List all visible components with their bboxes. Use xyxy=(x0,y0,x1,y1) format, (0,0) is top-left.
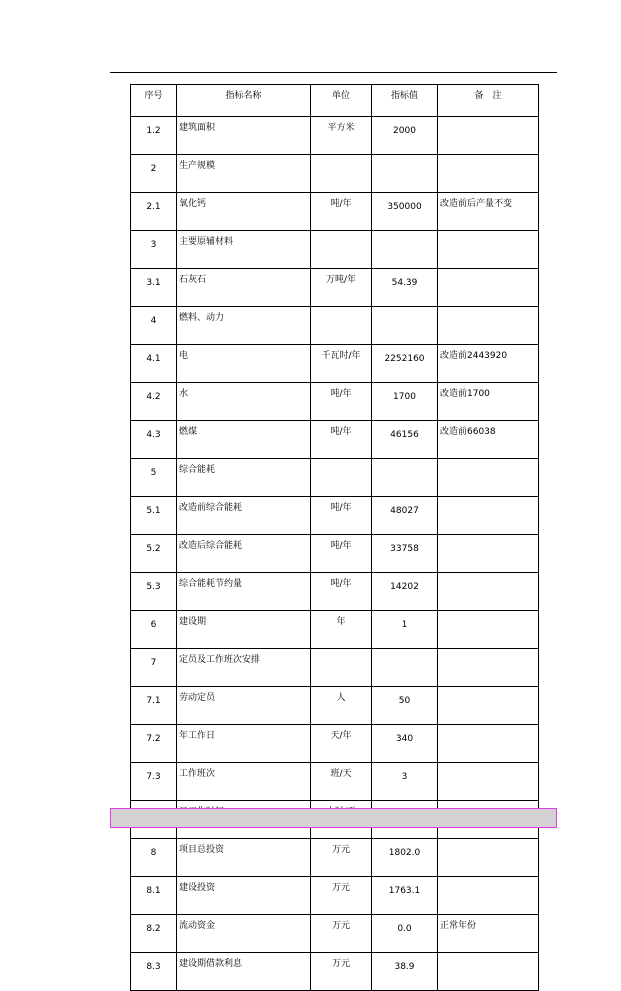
cell-unit: 平方米 xyxy=(311,117,372,155)
cell-note xyxy=(438,611,539,649)
cell-value: 3 xyxy=(372,763,438,801)
cell-no: 8.3 xyxy=(131,953,177,991)
cell-no: 4.3 xyxy=(131,421,177,459)
cell-value: 1802.0 xyxy=(372,839,438,877)
cell-value: 350000 xyxy=(372,193,438,231)
cell-note xyxy=(438,763,539,801)
cell-note xyxy=(438,535,539,573)
cell-no: 1.2 xyxy=(131,117,177,155)
cell-note xyxy=(438,459,539,497)
cell-value: 38.9 xyxy=(372,953,438,991)
table-row xyxy=(131,535,539,573)
cell-name: 项目总投资 xyxy=(177,839,311,877)
cell-value xyxy=(372,649,438,687)
cell-name: 氧化钙 xyxy=(177,193,311,231)
cell-name: 改造后综合能耗 xyxy=(177,535,311,573)
cell-unit xyxy=(311,307,372,345)
cell-note xyxy=(438,573,539,611)
cell-note: 改造前1700 xyxy=(438,383,539,421)
table-row xyxy=(131,421,539,459)
cell-value xyxy=(372,231,438,269)
cell-note xyxy=(438,307,539,345)
cell-no: 4 xyxy=(131,307,177,345)
cell-unit xyxy=(311,155,372,193)
table-row xyxy=(131,383,539,421)
table-row xyxy=(131,345,539,383)
header-unit: 单位 xyxy=(311,85,372,117)
cell-unit: 吨/年 xyxy=(311,535,372,573)
table-header-row xyxy=(131,85,539,117)
table-body xyxy=(131,117,539,991)
cell-note: 改造前2443920 xyxy=(438,345,539,383)
cell-unit xyxy=(311,231,372,269)
top-rule xyxy=(110,72,557,73)
table-row xyxy=(131,725,539,763)
header-no: 序号 xyxy=(131,85,177,117)
cell-note xyxy=(438,725,539,763)
cell-value: 14202 xyxy=(372,573,438,611)
cell-value: 2000 xyxy=(372,117,438,155)
table-row xyxy=(131,649,539,687)
cell-name: 燃料、动力 xyxy=(177,307,311,345)
cell-unit: 万元 xyxy=(311,953,372,991)
cell-no: 4.1 xyxy=(131,345,177,383)
cell-value: 48027 xyxy=(372,497,438,535)
footer-bar xyxy=(110,808,557,828)
table-row xyxy=(131,573,539,611)
cell-no: 5 xyxy=(131,459,177,497)
table-row xyxy=(131,497,539,535)
table-row xyxy=(131,763,539,801)
cell-name: 工作班次 xyxy=(177,763,311,801)
table-row xyxy=(131,953,539,991)
cell-name: 改造前综合能耗 xyxy=(177,497,311,535)
table-row xyxy=(131,117,539,155)
table-row xyxy=(131,307,539,345)
cell-no: 3 xyxy=(131,231,177,269)
cell-name: 建设期 xyxy=(177,611,311,649)
indicator-table xyxy=(130,84,539,991)
cell-value: 50 xyxy=(372,687,438,725)
cell-name: 建筑面积 xyxy=(177,117,311,155)
cell-note xyxy=(438,155,539,193)
cell-note xyxy=(438,231,539,269)
cell-value: 340 xyxy=(372,725,438,763)
cell-no: 8.2 xyxy=(131,915,177,953)
cell-note: 改造前后产量不变 xyxy=(438,193,539,231)
cell-note xyxy=(438,649,539,687)
cell-value: 46156 xyxy=(372,421,438,459)
cell-unit: 万元 xyxy=(311,839,372,877)
cell-value xyxy=(372,307,438,345)
cell-name: 建设期借款利息 xyxy=(177,953,311,991)
cell-no: 7.3 xyxy=(131,763,177,801)
cell-value: 1700 xyxy=(372,383,438,421)
cell-no: 7 xyxy=(131,649,177,687)
cell-unit: 班/天 xyxy=(311,763,372,801)
cell-unit: 天/年 xyxy=(311,725,372,763)
cell-unit: 人 xyxy=(311,687,372,725)
cell-note xyxy=(438,117,539,155)
cell-no: 5.1 xyxy=(131,497,177,535)
cell-note: 改造前66038 xyxy=(438,421,539,459)
cell-name: 年工作日 xyxy=(177,725,311,763)
cell-unit xyxy=(311,649,372,687)
cell-unit: 万吨/年 xyxy=(311,269,372,307)
table-row xyxy=(131,915,539,953)
cell-value: 54.39 xyxy=(372,269,438,307)
cell-note xyxy=(438,687,539,725)
header-name: 指标名称 xyxy=(177,85,311,117)
cell-no: 7.1 xyxy=(131,687,177,725)
cell-value: 2252160 xyxy=(372,345,438,383)
cell-unit: 万元 xyxy=(311,915,372,953)
table-row xyxy=(131,839,539,877)
cell-unit: 万元 xyxy=(311,877,372,915)
cell-no: 5.2 xyxy=(131,535,177,573)
table-row xyxy=(131,269,539,307)
cell-name: 流动资金 xyxy=(177,915,311,953)
cell-value: 1763.1 xyxy=(372,877,438,915)
cell-name: 燃煤 xyxy=(177,421,311,459)
cell-name: 主要原辅材料 xyxy=(177,231,311,269)
cell-no: 8 xyxy=(131,839,177,877)
header-value: 指标值 xyxy=(372,85,438,117)
cell-name: 综合能耗节约量 xyxy=(177,573,311,611)
cell-value xyxy=(372,459,438,497)
cell-no: 4.2 xyxy=(131,383,177,421)
cell-no: 5.3 xyxy=(131,573,177,611)
cell-unit: 吨/年 xyxy=(311,497,372,535)
cell-name: 综合能耗 xyxy=(177,459,311,497)
table-row xyxy=(131,231,539,269)
cell-value xyxy=(372,155,438,193)
cell-no: 8.1 xyxy=(131,877,177,915)
cell-note xyxy=(438,269,539,307)
cell-value: 1 xyxy=(372,611,438,649)
table-row xyxy=(131,459,539,497)
cell-unit: 千瓦时/年 xyxy=(311,345,372,383)
cell-no: 2.1 xyxy=(131,193,177,231)
table-row xyxy=(131,611,539,649)
cell-note xyxy=(438,877,539,915)
cell-no: 7.2 xyxy=(131,725,177,763)
cell-name: 电 xyxy=(177,345,311,383)
cell-name: 劳动定员 xyxy=(177,687,311,725)
cell-note xyxy=(438,953,539,991)
cell-name: 生产规模 xyxy=(177,155,311,193)
cell-note: 正常年份 xyxy=(438,915,539,953)
cell-value: 33758 xyxy=(372,535,438,573)
cell-unit xyxy=(311,459,372,497)
table-row xyxy=(131,155,539,193)
cell-name: 水 xyxy=(177,383,311,421)
table-row xyxy=(131,193,539,231)
table-row xyxy=(131,687,539,725)
cell-unit: 吨/年 xyxy=(311,573,372,611)
cell-unit: 吨/年 xyxy=(311,193,372,231)
cell-name: 定员及工作班次安排 xyxy=(177,649,311,687)
table-row xyxy=(131,877,539,915)
cell-value: 0.0 xyxy=(372,915,438,953)
cell-unit: 年 xyxy=(311,611,372,649)
header-note: 备 注 xyxy=(438,85,539,117)
cell-unit: 吨/年 xyxy=(311,383,372,421)
cell-name: 石灰石 xyxy=(177,269,311,307)
cell-name: 建设投资 xyxy=(177,877,311,915)
cell-no: 6 xyxy=(131,611,177,649)
cell-note xyxy=(438,497,539,535)
cell-no: 3.1 xyxy=(131,269,177,307)
cell-unit: 吨/年 xyxy=(311,421,372,459)
cell-note xyxy=(438,839,539,877)
cell-no: 2 xyxy=(131,155,177,193)
